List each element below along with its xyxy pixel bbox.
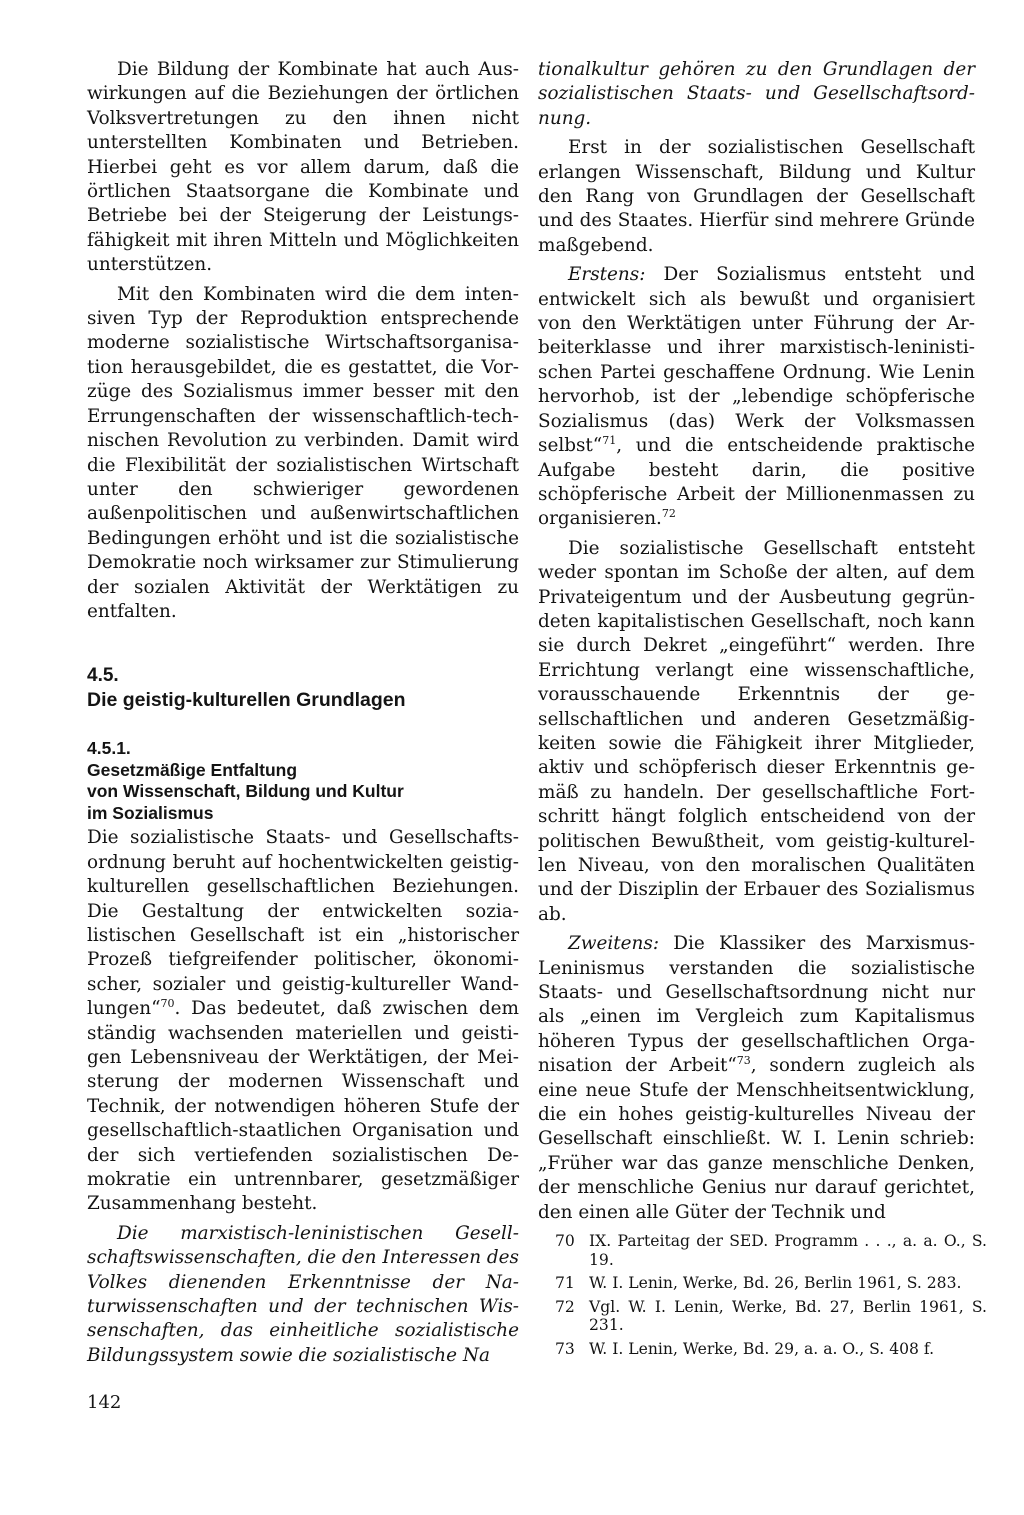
footnote-ref: 71	[602, 433, 617, 447]
body-paragraph: Die Bildung der Kombinate hat auch Auswirkungen auf die Beziehungen der örtlichen Volksvertretungen zu den ihnen nicht unterstellten Kombinaten und Betrieben. Hierbei geht es vor allem darum, daß die örtlichen Staatsorgane die Kombinate und Betriebe bei der Steigerung der Leistungsfähigkeit mit ihren Mitteln und Möglichkeiten unterstützen.	[87, 59, 519, 276]
body-paragraph: Erst in der sozialistischen Gesellschaft erlangen Wissenschaft, Bildung und Kultur den Rang von Grundlagen der Gesellschaft und des Staates. Hierfür sind mehrere Gründe maßgebend.	[538, 137, 975, 256]
footnote-ref: 70	[160, 997, 175, 1011]
footnote-number: 70	[555, 1232, 575, 1250]
body-paragraph: Die sozialistische Gesellschaft entsteht weder spontan im Schoße der alten, auf dem Privateigentum und der Ausbeutung gegründeten kapitalistischen Gesellschaft, noch kann sie durch Dekret „eingeführt“ werden. Ihre Errichtung verlangt eine wissenschaftliche, vorausschauende Erkenntnis der gesellschaftlichen und anderen Gesetzmäßigkeiten sowie die Fähigkeit ihrer Mitglieder, aktiv und schöpferisch dieser Erkenntnis gemäß zu handeln. Der gesellschaftliche Fortschritt hängt folglich entscheidend von der politischen Bewußtheit, vom geistig-kulturellen Niveau, von den moralischen Qualitäten und der Disziplin der Erbauer des Sozialismus ab.	[538, 537, 975, 925]
section-number: 4.5.	[87, 665, 119, 687]
subsection-title	[87, 760, 519, 825]
text-span: , sondern zugleich als eine neue Stufe der Menschheitsentwicklung, die ein hohes geistig-kulturelles Niveau der Gesellschaft einschließt. W. I. Lenin schrieb: „Früher war das ganze menschliche Denken, der menschliche Genius nur darauf gerichtet, den einen alle Güter der Technik und	[538, 1055, 975, 1223]
body-paragraph	[538, 932, 975, 1225]
page-number: 142	[87, 1392, 122, 1413]
body-paragraph-italic: Die marxistisch-leninistischen Gesellschaftswissenschaften, die den Interessen des Volkes dienenden Erkenntnisse der Naturwissenschaften und der technischen Wissenschaften, das einheitliche sozialistische Bildungssystem sowie die sozialistische Na	[87, 1222, 519, 1366]
paragraph-lead: Zweitens:	[568, 933, 660, 955]
subsection-number: 4.5.1.	[87, 738, 131, 759]
subsection-title-line: im Sozialismus	[87, 802, 214, 823]
text-span: Die sozialistische Staats- und Gesellschaftsordnung beruht auf hochentwickelten geistig-kulturellen gesellschaftlichen Beziehungen. Die Gestaltung der entwickelten sozialistischen Gesellschaft ist ein „historischer Prozeß tiefgreifender politischer, ökonomischer, sozialer und geistig-kultureller Wandlungen“	[87, 827, 519, 1020]
left-column	[87, 58, 519, 1368]
footnote-number: 72	[555, 1297, 575, 1316]
footnote-item	[555, 1232, 987, 1269]
text-span: Die Klassiker des Marxismus-Leninismus verstanden die sozialistische Staats- und Gesellschaftsordnung nicht nur als „einen im Vergleich zum Kapitalismus höheren Typus der gesellschaftlichen Organisation der Arbeit“	[538, 933, 975, 1077]
paragraph-lead: Erstens:	[568, 264, 646, 286]
subsection-title-line: Gesetzmäßige Entfaltung	[87, 759, 298, 780]
subsection-title-line: von Wissenschaft, Bildung und Kultur	[87, 781, 404, 802]
footnote-ref: 72	[661, 507, 676, 521]
footnote-number: 71	[555, 1274, 575, 1292]
body-paragraph	[87, 826, 519, 1217]
text-span: . Das bedeutet, daß zwischen dem ständig wachsenden materiellen und geistigen Lebensniveau der Werktätigen, der Meisterung der modernen Wissenschaft und Technik, der notwendigen höheren Stufe der gesellschaftlich-staatlichen Organisation und der sich vertiefenden sozialistischen Demokratie ein untrennbarer, gesetzmäßiger Zusammenhang besteht.	[87, 998, 519, 1215]
footnote-item	[555, 1340, 987, 1359]
footnote-text: IX. Parteitag der SED. Programm . . ., a. a. O., S. 19.	[589, 1232, 987, 1269]
footnote-item	[555, 1298, 987, 1335]
text-span: , und die entscheidende praktische Aufgabe besteht darin, die positive schöpferische Arbeit der Millionenmassen zu organisieren.	[538, 435, 975, 530]
footnote-number: 73	[555, 1339, 575, 1358]
footnotes	[555, 1232, 987, 1363]
footnote-ref: 73	[736, 1054, 751, 1068]
footnote-text: W. I. Lenin, Werke, Bd. 26, Berlin 1961, S. 283.	[589, 1274, 962, 1292]
body-paragraph	[538, 263, 975, 531]
footnote-item	[555, 1274, 987, 1293]
section-title: Die geistig-kulturellen Grundlagen	[87, 689, 406, 712]
text-span: Der Sozialismus entsteht und entwickelt sich als bewußt und organisiert von den Werktätigen unter Führung der Arbeiterklasse und ihrer marxistisch-leninistischen Partei geschaffene Ordnung. Wie Lenin hervorhob, ist der „lebendige schöpferische Sozialismus (das) Werk der Volksmassen selbst“	[538, 264, 975, 457]
footnote-text: Vgl. W. I. Lenin, Werke, Bd. 27, Berlin 1961, S. 231.	[589, 1297, 987, 1334]
body-paragraph: Mit den Kombinaten wird die dem intensiven Typ der Reproduktion entsprechende moderne sozialistische Wirtschaftsorganisation herausgebildet, die es gestattet, die Vorzüge des Sozialismus immer besser mit den Errungenschaften der wissenschaftlich-technischen Revolution zu verbinden. Damit wird die Flexibilität der sozialistischen Wirtschaft unter den schwieriger gewordenen außenpolitischen und außenwirtschaftlichen Bedingungen erhöht und ist die sozialistische Demokratie noch wirksamer zur Stimulierung der sozialen Aktivität der Werktätigen zu entfalten.	[87, 283, 519, 622]
right-column	[538, 58, 975, 1225]
body-paragraph-italic: tionalkultur gehören zu den Grundlagen der sozialistischen Staats- und Gesellschaftsordnung.	[538, 59, 975, 129]
footnote-text: W. I. Lenin, Werke, Bd. 29, a. a. O., S. 408 f.	[589, 1339, 935, 1358]
